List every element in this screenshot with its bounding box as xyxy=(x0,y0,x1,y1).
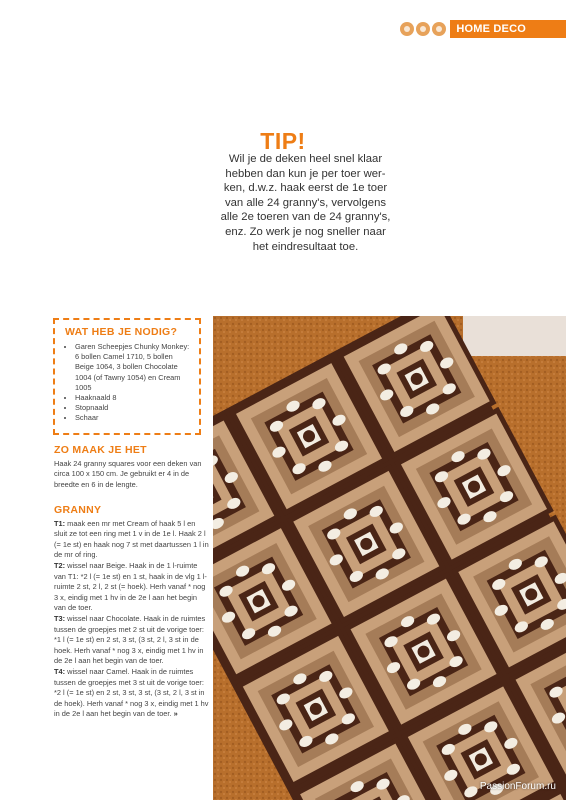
page-header xyxy=(400,20,566,38)
round-paragraph xyxy=(54,614,209,667)
round-label: T1: xyxy=(54,518,66,528)
round-text: maak een mr met Cream of haak 5 l en sluit ze tot een ring met 1 v in de 1e l. Haak 2 l (= 1e st) en haak nog 7 st met daartussen 1 l in de mr of ring. xyxy=(54,518,209,560)
dot-icon xyxy=(432,22,446,36)
list-item: • Haaknaald 8 xyxy=(75,393,193,403)
blanket-photo xyxy=(213,316,566,800)
dot-icon xyxy=(400,22,414,36)
tip-line: het eindresultaat toe. xyxy=(252,240,359,253)
header-dots xyxy=(400,22,446,36)
round-label: T2: xyxy=(54,560,66,570)
section-label: HOME DECO xyxy=(450,20,566,38)
tip-line: hebben dan kun je per toer wer- xyxy=(225,167,386,180)
round-paragraph xyxy=(54,561,209,614)
tip-line: enz. Zo werk je nog sneller naar xyxy=(225,225,386,238)
materials-box xyxy=(53,318,201,435)
dot-icon xyxy=(416,22,430,36)
round-label: T3: xyxy=(54,613,66,623)
materials-list xyxy=(65,342,193,424)
tip-line: Wil je de deken heel snel klaar xyxy=(228,153,383,165)
granny-section xyxy=(54,505,209,720)
round-label: T4: xyxy=(54,666,66,676)
granny-title: GRANNY xyxy=(54,504,102,516)
round-paragraph xyxy=(54,667,209,720)
list-item: • Stopnaald xyxy=(75,403,193,413)
list-item: • Schaar xyxy=(75,413,193,423)
round-text: wissel naar Camel. Haak in de ruimtes tussen de groepjes met 3 st uit de vorige toer: *2 l (= 1e st) en 2 st, 3 st, 3 st, (3 st, 2 l, 3 st in de hoek). Herh vanaf * nog 3 x, eindig met 1 hv in de 2e l aan het begin van de toer. xyxy=(54,666,209,719)
tip-title: TIP! xyxy=(260,128,306,154)
list-item: • Garen Scheepjes Chunky Monkey: 6 bollen Camel 1710, 5 bollen Beige 1064, 3 bollen Chocolate 1004 (of Tawny 1054) en Cream 1005 xyxy=(75,342,193,393)
round-paragraph xyxy=(54,519,209,561)
watermark: PassionForum.ru xyxy=(479,781,556,792)
howto-section xyxy=(54,445,209,490)
continue-arrow-icon: » xyxy=(173,709,178,719)
blanket-illustration xyxy=(213,316,566,800)
howto-text: Haak 24 granny squares voor een deken van circa 100 x 150 cm. Je gebruikt er 4 in de breedte en 6 in de lengte. xyxy=(54,458,202,489)
tip-line: van alle 24 granny's, vervolgens xyxy=(224,196,387,209)
materials-title: WAT HEB JE NODIG? xyxy=(65,326,178,338)
howto-title: ZO MAAK JE HET xyxy=(54,444,147,456)
tip-body xyxy=(203,152,408,254)
round-text: wissel naar Chocolate. Haak in de ruimtes tussen de groepjes met 2 st uit de vorige toer: *1 l (= 1e st) en 2 st, 3 st, (3 st, 2 l, 3 st in de hoek. Herh vanaf * nog 3 x, eindig met 1 hv in de 2e l aan het begin van de toer. xyxy=(54,613,206,666)
tip-line: alle 2e toeren van de 24 granny's, xyxy=(220,211,391,224)
tip-line: ken, d.w.z. haak eerst de 1e toer xyxy=(223,182,388,195)
round-text: wissel naar Beige. Haak in de 1 l-ruimte van T1: *2 l (= 1e st) en 1 st, haak in de vlg 1 l-ruimte 2 st, 2 l, 2 st (= hoek). Herh vanaf * nog 3 x, eindig met 1 hv in de 2e l aan het begin van de toer. xyxy=(54,560,207,613)
